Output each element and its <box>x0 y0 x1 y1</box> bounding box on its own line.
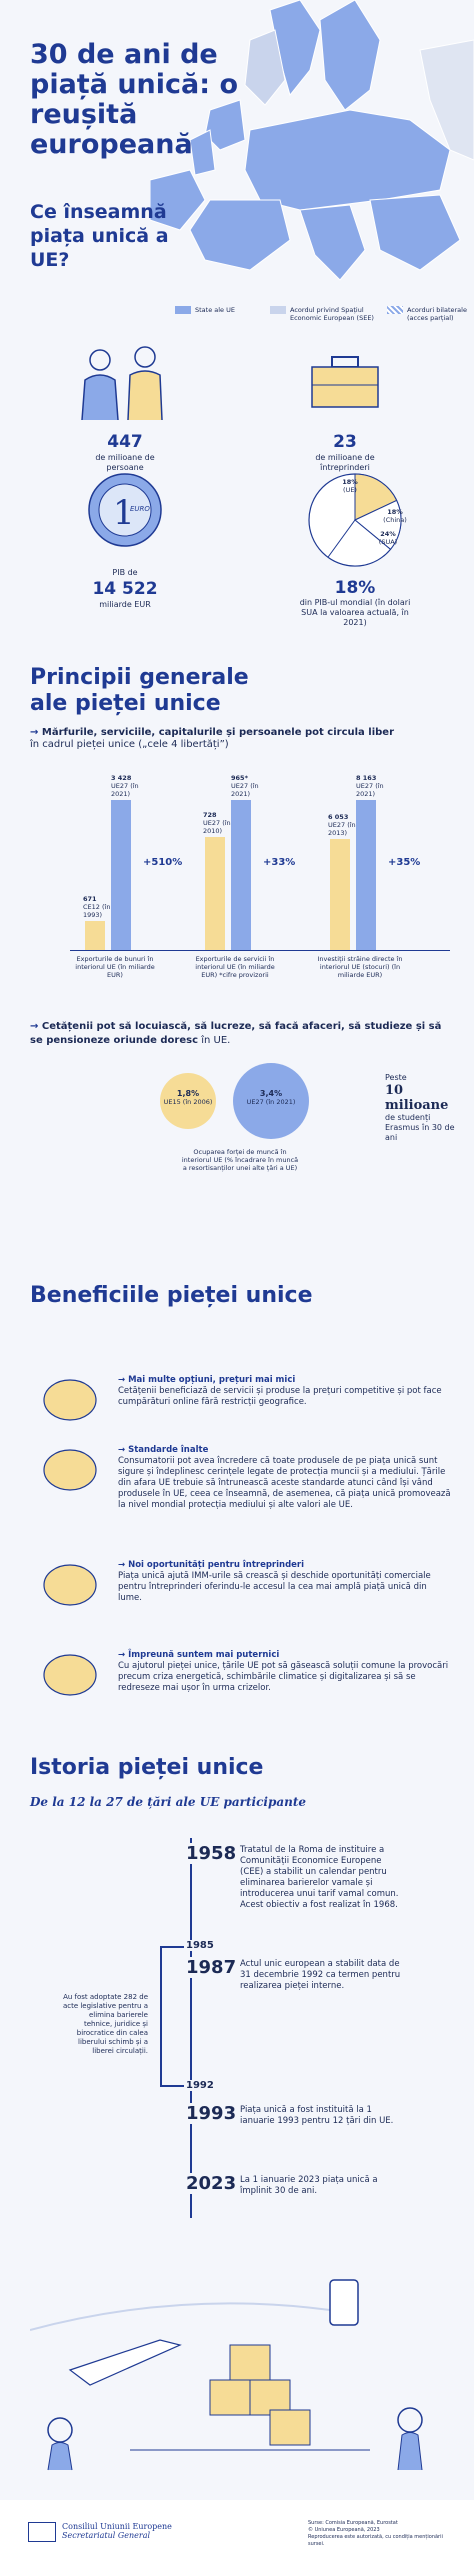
bar-before <box>330 839 350 950</box>
enterprises-label: de milioane de întreprinderi <box>315 453 375 472</box>
pie-label-eu: 18% (UE) <box>342 478 358 494</box>
bar-growth: +510% <box>143 856 183 868</box>
bar-before-label: 728 UE27 (în 2010) <box>203 810 231 835</box>
bar-before <box>85 921 105 950</box>
enterprises-value: 23 <box>333 432 357 452</box>
pie-label-cn: 18% (China) <box>383 508 407 524</box>
benefit-item: → Standarde înalte Consumatorii pot avea încredere că toate produsele de pe piața unică sunt sigure și îndeplinesc cerințele legate de protecția muncii și a mediului. Țările din afara UE trebuie să întrunească aceste standarde atunci când își vând produsele în UE, ceea ce înseamnă, de asemenea, că piața unică promovează la nivel mondial protecția mediului și alte valori ale UE. <box>118 1445 451 1510</box>
benefit-item: → Mai multe opțiuni, prețuri mai mici Cetățenii beneficiază de servicii și produse la prețuri competitive și pot face cumpărături online fără restricții geografice. <box>118 1375 442 1407</box>
bar-before-label: 671 CE12 (în 1993) <box>83 894 111 919</box>
timeline-line <box>190 1838 192 2218</box>
bar-after-label: 8 163 UE27 (în 2021) <box>356 774 384 798</box>
legend-eu-swatch <box>175 306 191 314</box>
legend-eu-label: State ale UE <box>195 306 235 314</box>
history-side-note: Au fost adoptate 282 de acte legislative pentru a elimina barierele tehnice, juridice și birocratice din calea liberului schimb și a liberei circulații. <box>62 1993 148 2055</box>
bar-group-label: Investiții străine directe în interiorul UE (stocuri) (în miliarde EUR) <box>317 955 403 979</box>
svg-text:1: 1 <box>113 493 135 533</box>
world-label: din PIB-ul mondial (în dolari SUA la valoarea actuală, în 2021) <box>299 598 411 627</box>
bar-after <box>231 800 251 950</box>
bar-group-label: Exporturile de bunuri în interiorul UE (în miliarde EUR) <box>75 955 155 979</box>
eu-council-logo <box>28 2522 56 2542</box>
benefit-item: → Noi oportunități pentru întreprinderi Piața unică ajută IMM-urile să crească și deschide oportunități comerciale pentru întreprinderi oferindu-le accesul la cea mai amplă piață unică din lume. <box>118 1560 431 1603</box>
bar-growth: +35% <box>388 856 421 868</box>
gdp-unit: miliarde EUR <box>99 600 151 609</box>
timeline-year: 2023 <box>186 2173 240 2194</box>
people-label: de milioane de persoane <box>95 453 155 472</box>
pie-label-us: 24% (SUA) <box>378 530 398 546</box>
labour-label: Ocuparea forței de muncă în interiorul UE (% încadrare în muncă a resortisanților unei alte țări a UE) <box>181 1148 299 1172</box>
chart-axis <box>70 950 450 951</box>
bar-group <box>75 774 205 979</box>
bar-after <box>111 800 131 950</box>
bar-before <box>205 837 225 950</box>
briefcase-icon <box>310 355 380 410</box>
history-subtitle: De la 12 la 27 de țări ale UE participante <box>30 1795 307 1809</box>
map-legend <box>175 306 465 330</box>
piggy-bank-icon <box>35 1370 105 1425</box>
year-1985: 1985 <box>186 1940 214 1951</box>
world-value: 18% <box>334 578 376 598</box>
labour-2021: 3,4% UE27 (în 2021) <box>246 1089 296 1106</box>
legend-bilateral-label: Acorduri bilaterale (acces parțial) <box>407 306 467 322</box>
timeline-year: 1987 <box>186 1957 240 1978</box>
legend-eea-label: Acordul privind Spațiul Economic European (SEE) <box>290 306 374 322</box>
page-title: 30 de ani de piață unică: o reușită europeană <box>30 39 238 160</box>
bar-before-label: 6 053 UE27 (în 2013) <box>328 812 356 837</box>
timeline-text: Tratatul de la Roma de instituire a Comunității Economice Europene (CEE) a stabilit un calendar pentru eliminarea barierelor vamale și introducerea unui tarif vamal comun. Acest obiectiv a fost realizat în 1968. <box>240 1845 399 1910</box>
legend-eea-swatch <box>270 306 286 314</box>
people-value: 447 <box>107 432 143 452</box>
transport-illustration <box>30 2270 450 2480</box>
history-title: Istoria pieței unice <box>30 1755 264 1780</box>
footer-source: Surse: Comisia Europeană, Eurostat © Uniunea Europeană, 2023 Reproducerea este autorizată, cu condiția menționării sursei. <box>308 2520 443 2547</box>
section-question: Ce înseamnă piața unică a UE? <box>30 201 169 271</box>
gdp-value: 14 522 <box>92 579 158 599</box>
bar-after-label: 965* UE27 (în 2021) <box>231 774 259 798</box>
people-illustration <box>70 345 180 425</box>
exports-chart <box>0 770 474 1010</box>
lightbulb-icon <box>35 1555 105 1610</box>
labour-2006: 1,8% UE15 (în 2006) <box>163 1089 213 1106</box>
handshake-icon <box>35 1645 105 1700</box>
bar-after-label: 3 428 UE27 (în 2021) <box>111 774 139 798</box>
bar-after <box>356 800 376 950</box>
principles-title: Principii generale ale pieței unice <box>30 665 249 716</box>
benefits-title: Beneficiile pieței unice <box>30 1283 313 1308</box>
timeline-text: Actul unic european a stabilit data de 31 decembrie 1992 ca termen pentru realizarea pieței interne. <box>240 1959 401 1991</box>
year-1992: 1992 <box>186 2080 214 2091</box>
euro-coin-icon <box>85 470 165 550</box>
benefit-item: → Împreună suntem mai puternici Cu ajutorul pieței unice, țările UE pot să găsească soluții comune la provocări precum criza energetică, schimbările climatice și digitalizarea și să se redreseze mai ușor în urma crizelor. <box>118 1650 449 1693</box>
erasmus-block: Peste 10 milioane de studenți Erasmus în 30 de ani <box>385 1073 455 1142</box>
timeline-year: 1993 <box>186 2103 240 2124</box>
euro-coin-label: EURO <box>130 505 150 513</box>
shield-check-icon <box>35 1440 105 1495</box>
timeline-text: La 1 ianuarie 2023 piața unică a împlinit 30 de ani. <box>240 2175 378 2196</box>
gdp-label: PIB de <box>112 568 138 577</box>
timeline-text: Piața unică a fost instituită la 1 ianuarie 1993 pentru 12 țări din UE. <box>240 2105 394 2126</box>
bar-growth: +33% <box>263 856 296 868</box>
legend-bilateral-swatch <box>387 306 403 314</box>
bar-group <box>317 774 450 979</box>
citizens-text: → Cetățenii pot să locuiască, să lucreze, să facă afaceri, să studieze și să se pensioneze oriunde doresc în UE. <box>30 1021 442 1046</box>
bracket-side <box>160 1946 162 2086</box>
bar-group <box>195 774 325 979</box>
timeline-year: 1958 <box>186 1843 240 1864</box>
footer-org: Consiliul Uniunii Europene Secretariatul General <box>62 2522 172 2540</box>
bar-group-label: Exporturile de servicii în interiorul UE (în miliarde EUR) *cifre provizorii <box>195 955 275 979</box>
freedoms-text: → Mărfurile, serviciile, capitalurile și persoanele pot circula liber în cadrul pieței unice („cele 4 libertăți”) <box>30 727 395 750</box>
